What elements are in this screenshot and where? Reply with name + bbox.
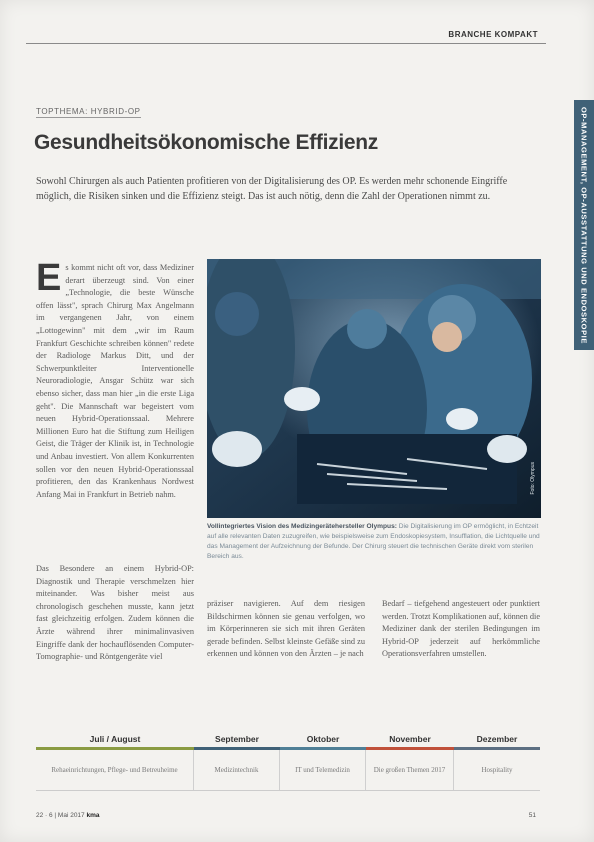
timeline-topic: Die großen Themen 2017 [366, 750, 454, 790]
caption-text: Die Digitalisierung im OP ermöglicht, in Echtzeit auf alle relevanten Daten zuzugreifen, wie beispielsweise zum Endoskopiesystem, Insufflation, die Lichtquelle und das Management der Aufzeichnung der Befunde. Der Chirurg steuert die technischen Geräte direkt vom sterilen Bereich aus. [207, 523, 540, 560]
editorial-timeline [36, 734, 540, 791]
timeline-month: Juli / August [89, 734, 141, 744]
article-title: Gesundheitsökonomische Effizienz [34, 131, 378, 154]
article-kicker: TOPTHEMA: HYBRID-OP [36, 107, 141, 116]
timeline-month: November [389, 734, 431, 744]
article-column-1 [36, 257, 194, 501]
article-column-1-continued [36, 563, 194, 664]
photo-caption [207, 522, 541, 562]
timeline-month: September [215, 734, 259, 744]
article-lead: Sowohl Chirurgen als auch Patienten profitieren von der Digitalisierung des OP. Es werden mehr schonende Eingriffe möglich, die Risiken sinken und die Effizienz steigt. Das ist auch nötig, denn die Zahl der Operationen nimmt zu. [36, 176, 508, 202]
article-paragraph-3: präziser navigieren. Auf dem riesigen Bildschirmen können sie genau verfolgen, wo im Körperinneren sie sich mit ihren Geräten gerade befinden. Selbst kleinste Gefäße sind zu erkennen und können von den Ärzten – je nach [207, 599, 365, 659]
drop-cap: E [36, 257, 62, 299]
footer-issue [36, 812, 100, 819]
side-tab-label: OP-MANAGEMENT, OP-AUSSTATTUNG UND ENDOSKOPIE [579, 106, 589, 344]
timeline-topics [36, 750, 540, 791]
footer-issue-text: 22 · 6 | Mai 2017 [36, 812, 85, 819]
photo-credit: Foto: Olympus [530, 462, 536, 495]
footer-brand: kma [86, 812, 100, 819]
section-header: BRANCHE KOMPAKT [448, 30, 538, 39]
article-paragraph-1: s kommt nicht oft vor, dass Mediziner derart überzeugt sind. Von einer „Technologie, die beste Wünsche offen lässt", sprach Chirurg Max Angelmann im vergangenen Jahr, von einem „Lottogewinn" mit dem „wir im Raum Frankfurt Geschichte schreiben können" redete der Radiologe Markus Ditt, und der Schwerpunktleiter Interventionelle Neuroradiologie, Ansgar Schütz war sich ebenso sicher, dass man hier „in die erste Liga geht". Die Mannschaft war begeistert vom neuen Hybrid-Operationssaal. Mehrere Millionen Euro hat die Stiftung zum Heiligen Geist, die Träger der Klinik ist, in Technologie und Anbau investiert. Von allem Konkurrenten sollen vor den neuen Hybrid-Operationssaal profitieren, den das Krankenhaus Nordwest Anfang Mai in Frankfurt in Betrieb nahm. [36, 263, 194, 499]
timeline-months [36, 734, 540, 747]
caption-title: Vollintegriertes Vision des Medizingerätehersteller Olympus: [207, 523, 397, 530]
operating-room-photo [207, 259, 541, 518]
article-column-3 [382, 598, 540, 661]
timeline-topic: Hospitality [481, 765, 513, 774]
timeline-topic: Medizintechnik [194, 750, 280, 790]
timeline-month: Oktober [306, 734, 340, 744]
timeline-topic: Rehaeinrichtungen, Pflege- und Betreuheime [36, 750, 194, 790]
article-paragraph-4: Bedarf – tiefgehend angesteuert oder punktiert werden. Trotzt Komplikationen auf, können die Mediziner dank der sterilen Bedingungen im Hybrid-OP jederzeit auf herkömmliche Operationsverfahren umstellen. [382, 599, 540, 659]
article-column-2 [207, 598, 365, 661]
timeline-month: Dezember [476, 734, 518, 744]
section-side-tab [574, 100, 594, 350]
header-divider [26, 43, 546, 44]
timeline-topic: IT und Telemedizin [280, 750, 366, 790]
article-paragraph-2: Das Besondere an einem Hybrid-OP: Diagnostik und Therapie verschmelzen hier miteinander. Was bisher meist aus chronologisch geschehen musste, kann jetzt fast gleichzeitig erfolgen. Zudem können die Ärzte während ihrer minimalinvasiven Eingriffe dank der hochauflösenden Computer-Tomographie- und Röntgengeräte viel [36, 564, 194, 662]
page-number: 51 [528, 812, 536, 819]
